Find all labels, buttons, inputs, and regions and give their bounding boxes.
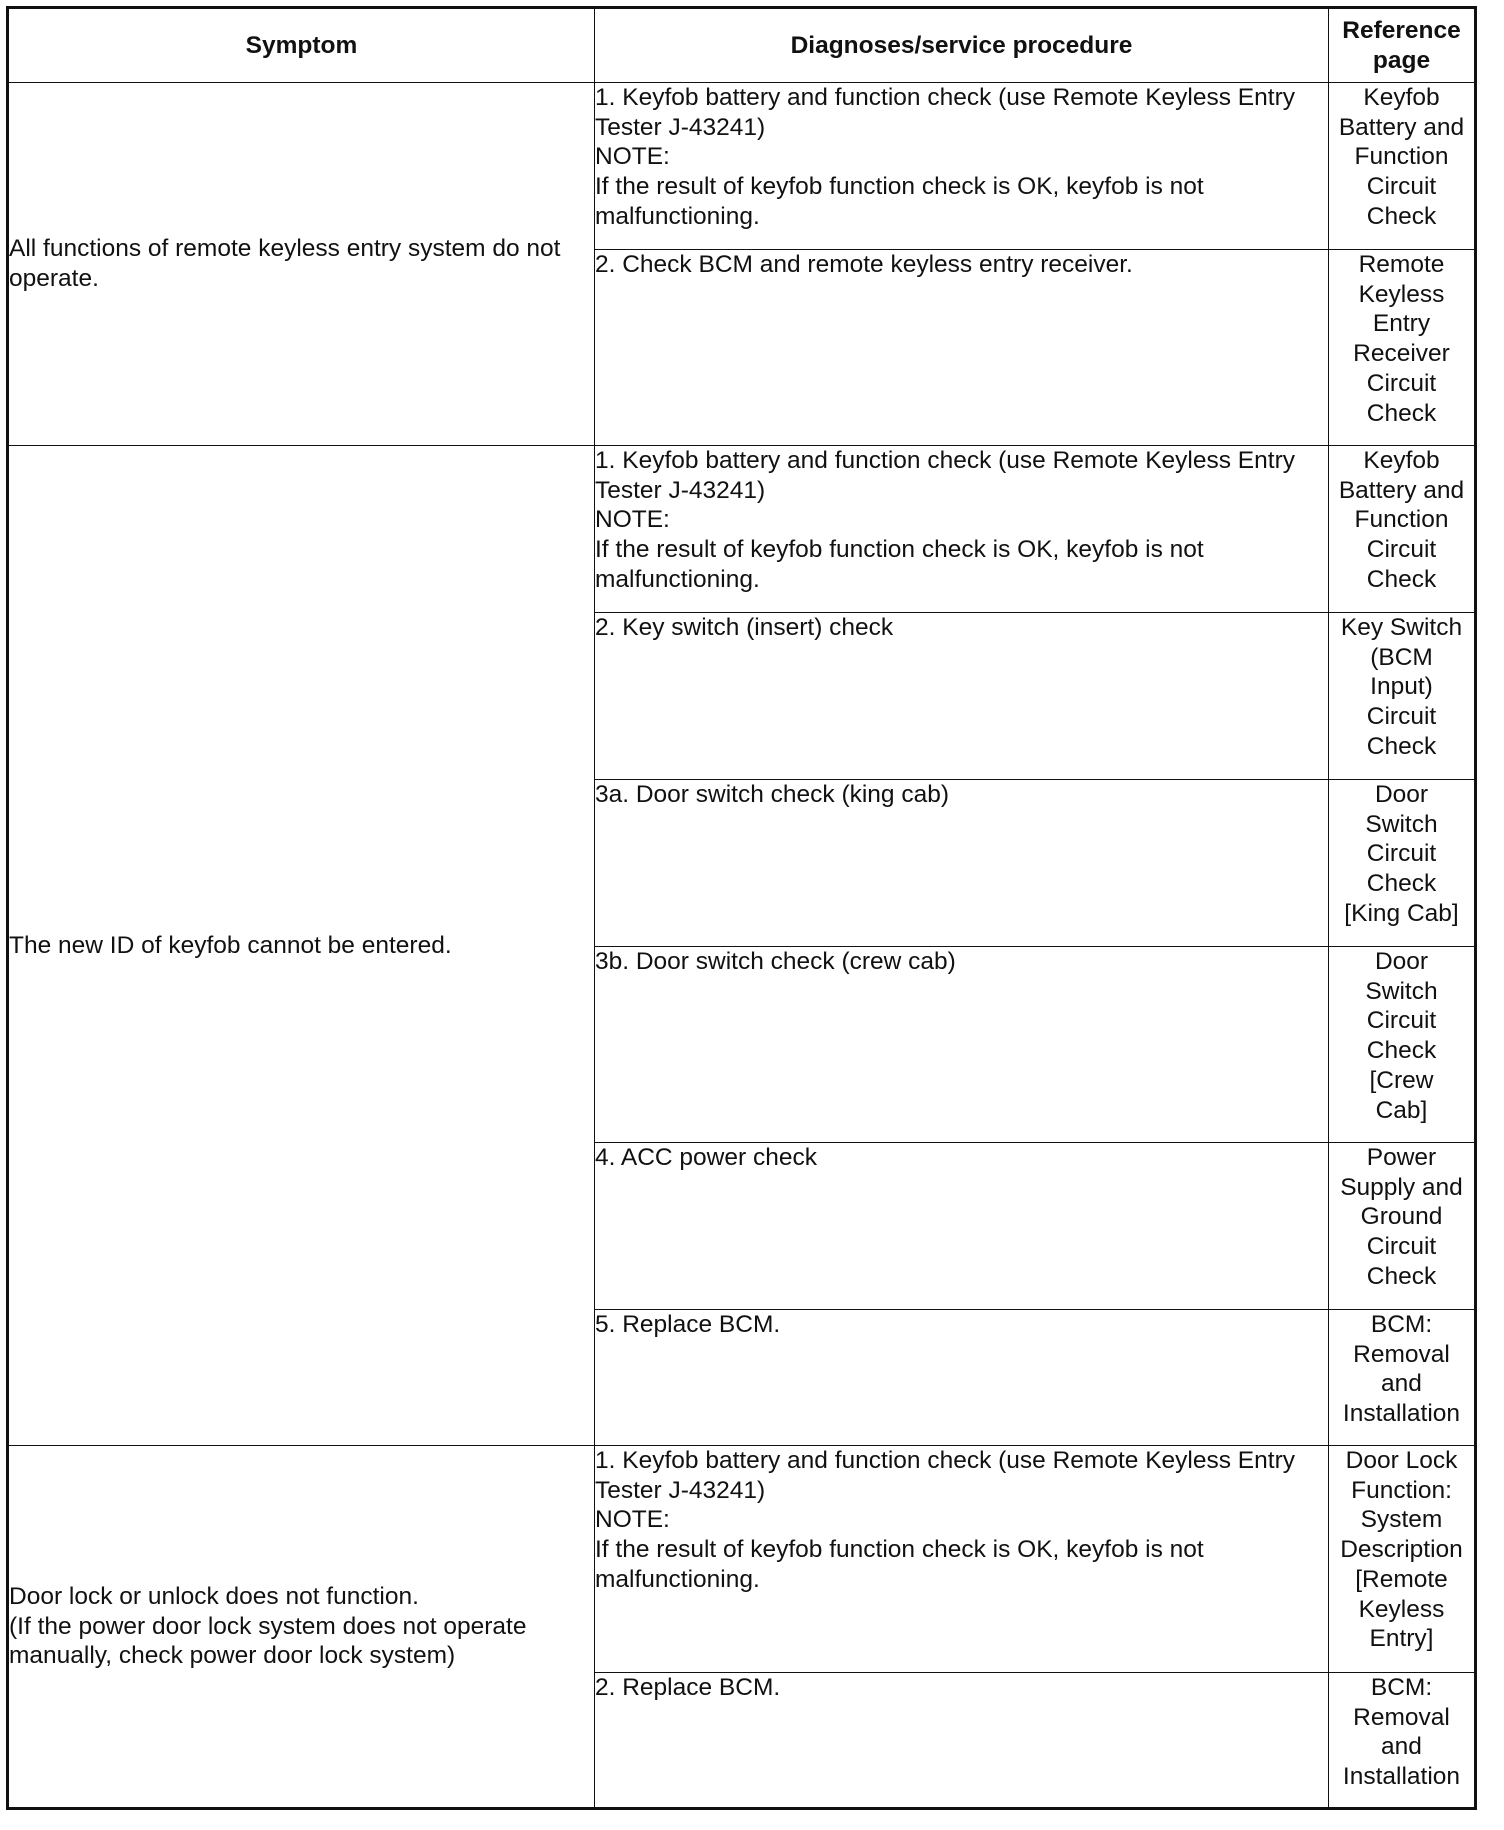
procedure-cell: 2. Replace BCM.: [595, 1673, 1329, 1809]
diagnosis-table: [6, 6, 1477, 1810]
header-reference: Reference page: [1329, 8, 1476, 83]
procedure-cell: 4. ACC power check: [595, 1143, 1329, 1310]
procedure-cell: 3b. Door switch check (crew cab): [595, 947, 1329, 1143]
symptom-cell: Door lock or unlock does not function. (If the power door lock system does not operate manually, check power door lock system): [8, 1446, 595, 1809]
procedure-cell: 1. Keyfob battery and function check (use Remote Keyless Entry Tester J-43241) NOTE: If the result of keyfob function check is OK, keyfob is not malfunctioning.: [595, 446, 1329, 613]
reference-cell: BCM: Removal and Installation: [1329, 1310, 1476, 1446]
header-symptom: Symptom: [8, 8, 595, 83]
reference-cell: BCM: Removal and Installation: [1329, 1673, 1476, 1809]
reference-cell: Power Supply and Ground Circuit Check: [1329, 1143, 1476, 1310]
reference-cell: Keyfob Battery and Function Circuit Check: [1329, 446, 1476, 613]
reference-cell: Door Switch Circuit Check [King Cab]: [1329, 780, 1476, 947]
header-row: [8, 8, 1476, 83]
reference-cell: Door Lock Function: System Description [Remote Keyless Entry]: [1329, 1446, 1476, 1673]
procedure-cell: 5. Replace BCM.: [595, 1310, 1329, 1446]
procedure-cell: 1. Keyfob battery and function check (use Remote Keyless Entry Tester J-43241) NOTE: If the result of keyfob function check is OK, keyfob is not malfunctioning.: [595, 1446, 1329, 1673]
reference-cell: Key Switch (BCM Input) Circuit Check: [1329, 613, 1476, 780]
table-row: [8, 1446, 1476, 1673]
procedure-cell: 2. Check BCM and remote keyless entry receiver.: [595, 250, 1329, 446]
reference-cell: Door Switch Circuit Check [Crew Cab]: [1329, 947, 1476, 1143]
reference-cell: Keyfob Battery and Function Circuit Check: [1329, 83, 1476, 250]
symptom-cell: The new ID of keyfob cannot be entered.: [8, 446, 595, 1446]
reference-cell: Remote Keyless Entry Receiver Circuit Check: [1329, 250, 1476, 446]
procedure-cell: 2. Key switch (insert) check: [595, 613, 1329, 780]
header-procedure: Diagnoses/service procedure: [595, 8, 1329, 83]
table-row: [8, 83, 1476, 250]
table-row: [8, 446, 1476, 613]
procedure-cell: 1. Keyfob battery and function check (use Remote Keyless Entry Tester J-43241) NOTE: If the result of keyfob function check is OK, keyfob is not malfunctioning.: [595, 83, 1329, 250]
symptom-cell: All functions of remote keyless entry system do not operate.: [8, 83, 595, 446]
procedure-cell: 3a. Door switch check (king cab): [595, 780, 1329, 947]
